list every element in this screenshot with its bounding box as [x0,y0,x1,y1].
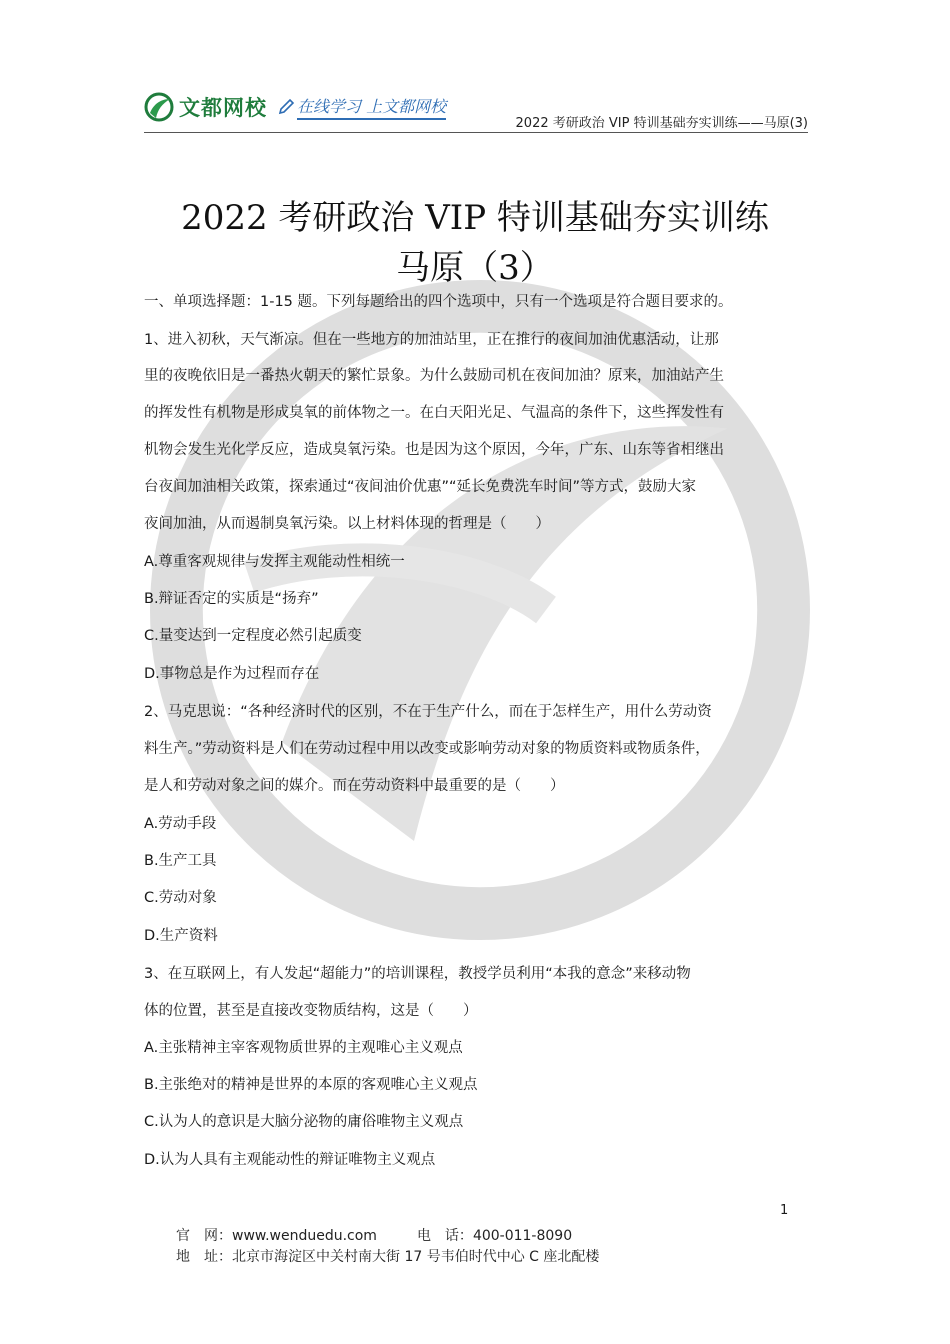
footer-address [176,1246,599,1266]
question-3-option-c: C.认为人的意识是大脑分泌物的庸俗唯物主义观点 [144,1114,464,1130]
page-title: 2022 考研政治 VIP 特训基础夯实训练 [181,198,769,238]
question-1-line: 里的夜晚依旧是一番热火朝天的繁忙景象。为什么鼓励司机在夜间加油？原来，加油站产生 [144,368,724,384]
slogan-text: 在线学习 上文都网校 [297,94,446,120]
question-1-option-b: B.辩证否定的实质是“扬弃” [144,591,319,607]
question-3-line: 体的位置，甚至是直接改变物质结构，这是（ ） [144,1003,478,1019]
question-3-option-d: D.认为人具有主观能动性的辩证唯物主义观点 [144,1152,436,1168]
question-1-line: 的挥发性有机物是形成臭氧的前体物之一。在白天阳光足、气温高的条件下，这些挥发性有 [144,405,724,421]
phone-label: 电 话： [416,1228,473,1244]
question-1-line: 1、进入初秋，天气渐凉。但在一些地方的加油站里，正在推行的夜间加油优惠活动，让那 [144,332,719,348]
phone-number: 400-011-8090 [472,1228,573,1244]
question-3-option-b: B.主张绝对的精神是世界的本原的客观唯心主义观点 [144,1077,478,1093]
question-2-option-a: A.劳动手段 [144,816,217,832]
page-number: 1 [780,1203,789,1218]
question-2-line: 是人和劳动对象之间的媒介。而在劳动资料中最重要的是（ ） [144,778,565,794]
address-label: 地 址： [176,1249,232,1265]
header-document-title: 2022 考研政治 VIP 特训基础夯实训练——马原(3) [515,116,808,131]
wendu-logo [144,92,446,122]
question-2-line: 料生产。”劳动资料是人们在劳动过程中用以改变或影响劳动对象的物质资料或物质条件， [144,741,710,757]
wendu-leaf-icon [144,92,174,122]
slogan [277,94,446,120]
website-link[interactable]: www.wenduedu.com [232,1228,377,1244]
page-subtitle: 马原（3） [396,248,554,288]
question-2-option-b: B.生产工具 [144,853,217,869]
brand-name: 文都网校 [179,96,267,120]
question-1-option-a: A.尊重客观规律与发挥主观能动性相统一 [144,554,405,570]
question-2-option-d: D.生产资料 [144,928,218,944]
footer-contact [176,1225,572,1245]
question-2-line: 2、马克思说：“各种经济时代的区别，不在于生产什么，而在于怎样生产，用什么劳动资 [144,704,712,720]
question-1-line: 夜间加油，从而遏制臭氧污染。以上材料体现的哲理是（ ） [144,516,550,532]
section-intro: 一、单项选择题：1-15 题。下列每题给出的四个选项中，只有一个选项是符合题目要求的。 [144,294,733,310]
question-1-line: 台夜间加油相关政策，探索通过“夜间油价优惠”“延长免费洗车时间”等方式，鼓励大家 [144,479,697,495]
question-1-line: 机物会发生光化学反应，造成臭氧污染。也是因为这个原因，今年，广东、山东等省相继出 [144,442,724,458]
question-1-option-d: D.事物总是作为过程而存在 [144,666,320,682]
question-1-option-c: C.量变达到一定程度必然引起质变 [144,628,362,644]
question-3-line: 3、在互联网上，有人发起“超能力”的培训课程，教授学员利用“本我的意念”来移动物 [144,966,691,982]
question-2-option-c: C.劳动对象 [144,890,217,906]
pen-icon [277,98,295,116]
website-label: 官 网： [176,1228,232,1244]
page-header [144,92,808,134]
question-3-option-a: A.主张精神主宰客观物质世界的主观唯心主义观点 [144,1040,463,1056]
header-divider [144,132,808,133]
address-text: 北京市海淀区中关村南大街 17 号韦伯时代中心 C 座北配楼 [232,1249,600,1265]
